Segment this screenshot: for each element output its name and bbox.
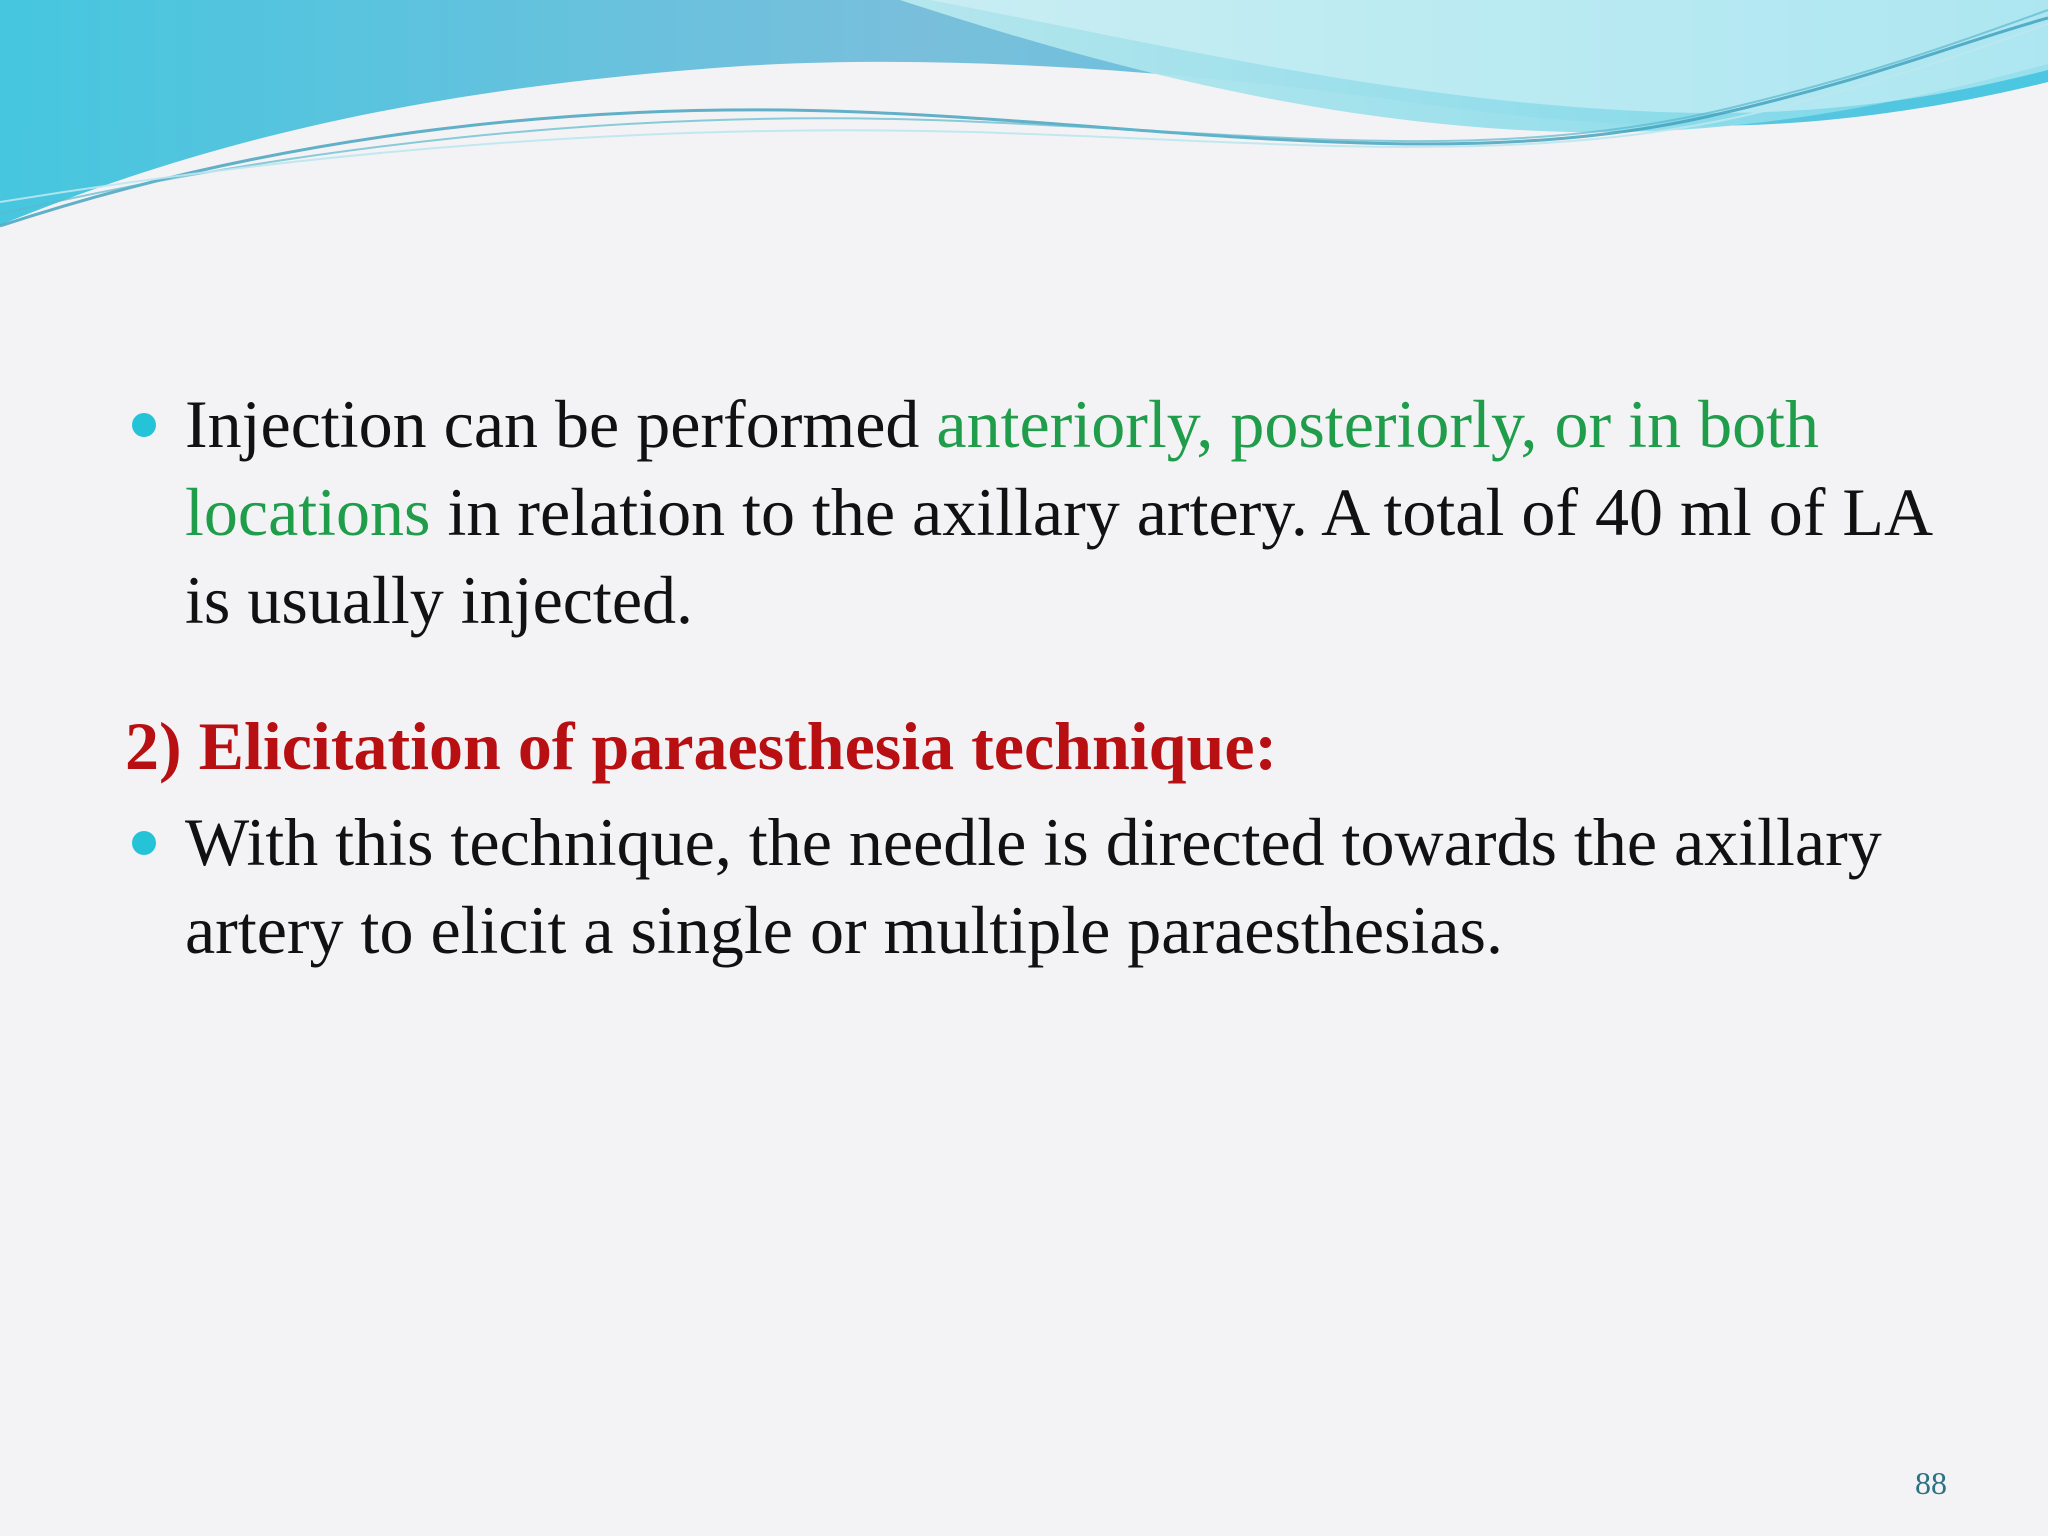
slide-content [125,380,1945,974]
injection-text-start: Injection can be performed [185,386,937,462]
page-number: 88 [1915,1465,1947,1501]
bullet-axillary-injection [125,380,1945,644]
bullet-dot-icon [132,413,156,437]
injection-text-end: in relation to the axillary artery. A total of 40 ml of LA is usually injected. [185,474,1930,638]
section-heading: 2) Elicitation of paraesthesia technique: [125,708,1278,784]
decorative-header-wave [0,0,2048,260]
injection-locations-highlight: anteriorly, posteriorly, or in both locations [185,386,1819,550]
bullet-paraesthesia-technique [125,798,1945,974]
paraesthesia-description: With this technique, the needle is directed towards the axillary artery to elicit a single or multiple paraesthesias. [185,804,1882,968]
bullet-dot-icon [132,831,156,855]
